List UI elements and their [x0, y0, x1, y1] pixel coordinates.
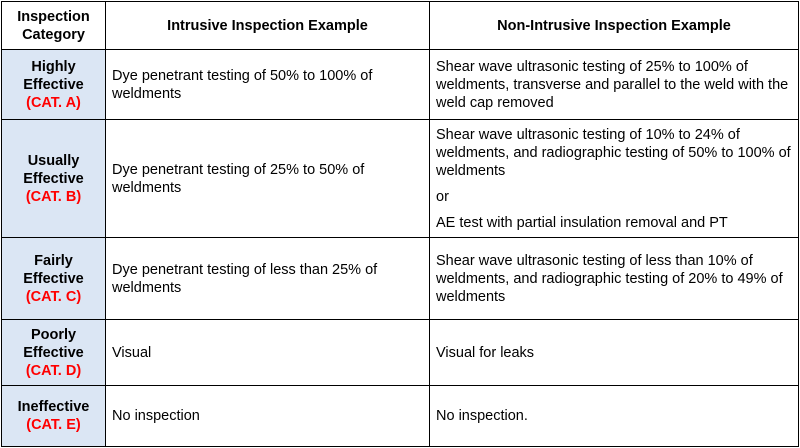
category-name: Ineffective: [17, 399, 90, 415]
category-code: (CAT. E): [26, 417, 81, 433]
non-intrusive-text: Visual for leaks: [436, 344, 535, 361]
category-cell: [2, 120, 106, 238]
category-cell: [2, 50, 106, 120]
table-row: [2, 238, 799, 320]
category-name: Usually Effective: [23, 152, 84, 187]
inspection-effectiveness-table: [1, 1, 799, 447]
table-row: [2, 320, 799, 386]
intrusive-cell: No inspection: [106, 386, 430, 447]
category-cell: [2, 386, 106, 447]
category-code: (CAT. B): [25, 188, 82, 205]
header-row: [2, 2, 799, 50]
non-intrusive-text: AE test with partial insulation removal and PT: [436, 214, 728, 231]
intrusive-cell: Visual: [106, 320, 430, 386]
intrusive-cell: Dye penetrant testing of 50% to 100% of weldments: [106, 50, 430, 120]
header-intrusive: Intrusive Inspection Example: [106, 2, 430, 50]
header-non-intrusive: Non-Intrusive Inspection Example: [430, 2, 799, 50]
non-intrusive-text: Shear wave ultrasonic testing of 10% to 24% of weldments, and radiographic testing of 50% to 100% of weldments: [436, 126, 791, 179]
category-name: Fairly Effective: [23, 252, 84, 287]
category-code: (CAT. D): [25, 362, 82, 379]
category-code: (CAT. C): [25, 288, 82, 305]
category-name: Highly Effective: [23, 58, 84, 93]
table-row: [2, 386, 799, 447]
intrusive-cell: Dye penetrant testing of less than 25% of weldments: [106, 238, 430, 320]
category-cell: [2, 238, 106, 320]
non-intrusive-cell: [430, 386, 799, 447]
non-intrusive-cell: [430, 238, 799, 320]
non-intrusive-text: Shear wave ultrasonic testing of less than 10% of weldments, and radiographic testing of 20% to 49% of weldments: [436, 252, 783, 305]
non-intrusive-cell: [430, 50, 799, 120]
category-code: (CAT. A): [26, 94, 81, 111]
non-intrusive-cell: [430, 120, 799, 238]
non-intrusive-or: or: [436, 188, 449, 205]
header-category: Inspection Category: [2, 2, 106, 50]
table-row: [2, 120, 799, 238]
non-intrusive-cell: [430, 320, 799, 386]
non-intrusive-text: Shear wave ultrasonic testing of 25% to 100% of weldments, transverse and parallel to the weld with the weld cap removed: [436, 58, 789, 111]
non-intrusive-text: No inspection.: [436, 408, 528, 424]
intrusive-cell: Dye penetrant testing of 25% to 50% of weldments: [106, 120, 430, 238]
table-row: [2, 50, 799, 120]
category-name: Poorly Effective: [23, 326, 84, 361]
category-cell: [2, 320, 106, 386]
